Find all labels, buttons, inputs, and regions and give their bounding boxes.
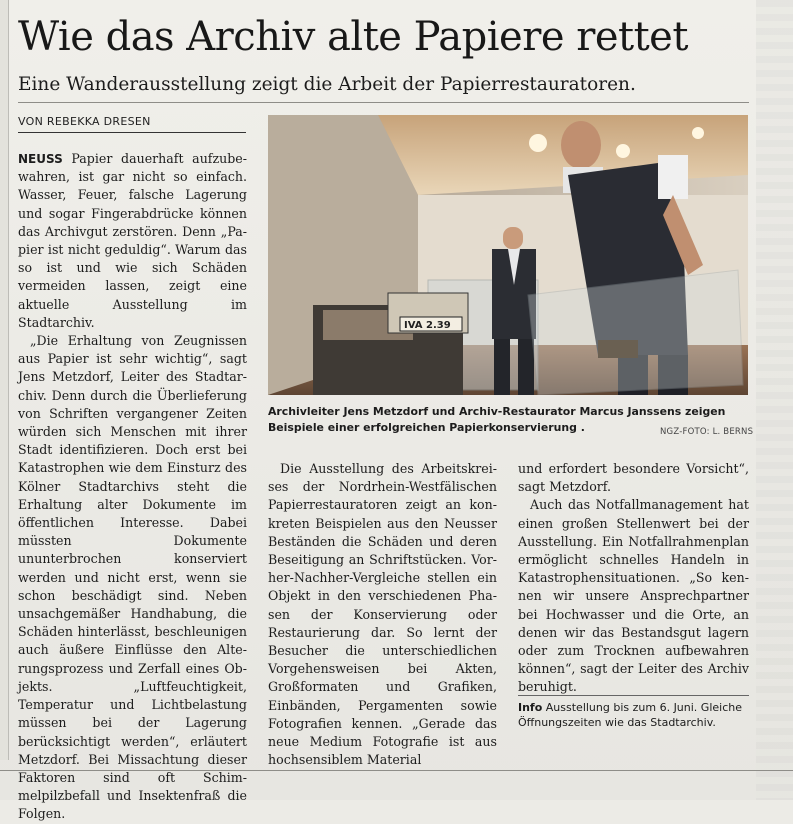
paragraph: „Die Erhaltung von Zeugnissen aus Papier ist sehr wichtig“, sagt Jens Metzdorf, Leiter des Stadtarchiv. Denn durch die Überlieferung von Schriften vergangener Zeiten würden sich Menschen mit ihrer Stadt identifizieren. Doch erst bei Katastrophen wie dem Einsturz des Kölner Stadtarchivs steht die Erhaltung alter Dokumente im öffentlichen Interesse. Dabei müssten Dokumente ununterbrochen konserviert werden und nicht erst, wenn sie schon beschädigt sind. Neben unsachgemäßer Handhabung, die Schäden hinterlässt, beschleunigen auch äußere Einflüsse den Alterungsprozess und Zerfall eines Objekts. „Luftfeuchtigkeit, Temperatur und Lichtbelastung müssen bei der Lagerung berücksichtigt werden“, erläutert Metzdorf. Bei Missachtung dieser Faktoren sind oft Schimmelpilzbefall und Insektenfraß die Folgen. [18,333,247,822]
headline: Wie das Archiv alte Papiere rettet [18,14,688,60]
article-column-2 [268,460,497,769]
article-column-3 [518,460,749,697]
info-label: Info [518,701,543,714]
adjacent-column-bleed [756,0,793,800]
info-text: Ausstellung bis zum 6. Juni. Gleiche Öffnungszeiten wie das Stadtarchiv. [518,701,742,729]
paragraph: Die Ausstellung des Arbeitskreises der Nordrhein-Westfälischen Papierrestauratoren zeigt an konkreten Beispielen aus den Neusser Beständen die Schäden und deren Beseitigung an Schriftstücken. Vorher-Nachher-Vergleiche stellen ein Objekt in den verschiedenen Phasen der Konservierung oder Restaurierung dar. So lernt der Besucher die unterschiedlichen Vorgehensweisen bei Akten, Großformaten und Grafiken, Einbänden, Pergamenten sowie Fotografien kennen. „Gerade das neue Medium Fotografie ist aus hochsensiblem Material [268,461,497,768]
info-box [518,695,749,730]
paragraph: und erfordert besondere Vorsicht“, sagt Metzdorf. [518,461,749,495]
paragraph-text: Papier dauerhaft aufzubewahren, ist gar nicht so einfach. Wasser, Feuer, falsche Lagerung und sogar Fingerabdrücke können das Archivgut zerstören. Denn „Papier ist nicht geduldig“. Warum das so ist und wie sich Schäden vermeiden lassen, zeigt eine aktuelle Ausstellung im Stadtarchiv. [18,151,247,330]
byline: VON REBEKKA DRESEN [18,115,246,133]
display-case-label: IVA 2.39 [404,320,451,331]
photo-caption: Archivleiter Jens Metzdorf und Archiv-Restaurator Marcus Janssens zeigen Beispiele einer erfolgreichen Papierkonservierung . [268,405,726,434]
article-photo [268,115,748,395]
article-column-1 [18,150,247,824]
subheadline: Eine Wanderausstellung zeigt die Arbeit der Papierrestauratoren. [18,74,636,95]
adjacent-article-edge [0,0,9,760]
paragraph: Auch das Notfallmanagement hat einen großen Stellenwert bei der Ausstellung. Ein Notfallrahmenplan ermöglicht schnelles Handeln in Katastrophensituationen. „So kennen wir unsere Ansprechpartner bei Hochwasser und die Orte, an denen wir das Bestandsgut lagern oder zum Trocknen aufbewahren können“, sagt der Leiter des Archiv beruhigt. [518,497,749,695]
bottom-rule [0,770,793,771]
header-divider [18,102,749,103]
photo-credit: NGZ-FOTO: L. BERNS [660,427,754,437]
dateline: NEUSS [18,152,63,166]
paragraph [18,150,247,332]
photo-illustration [268,115,748,395]
